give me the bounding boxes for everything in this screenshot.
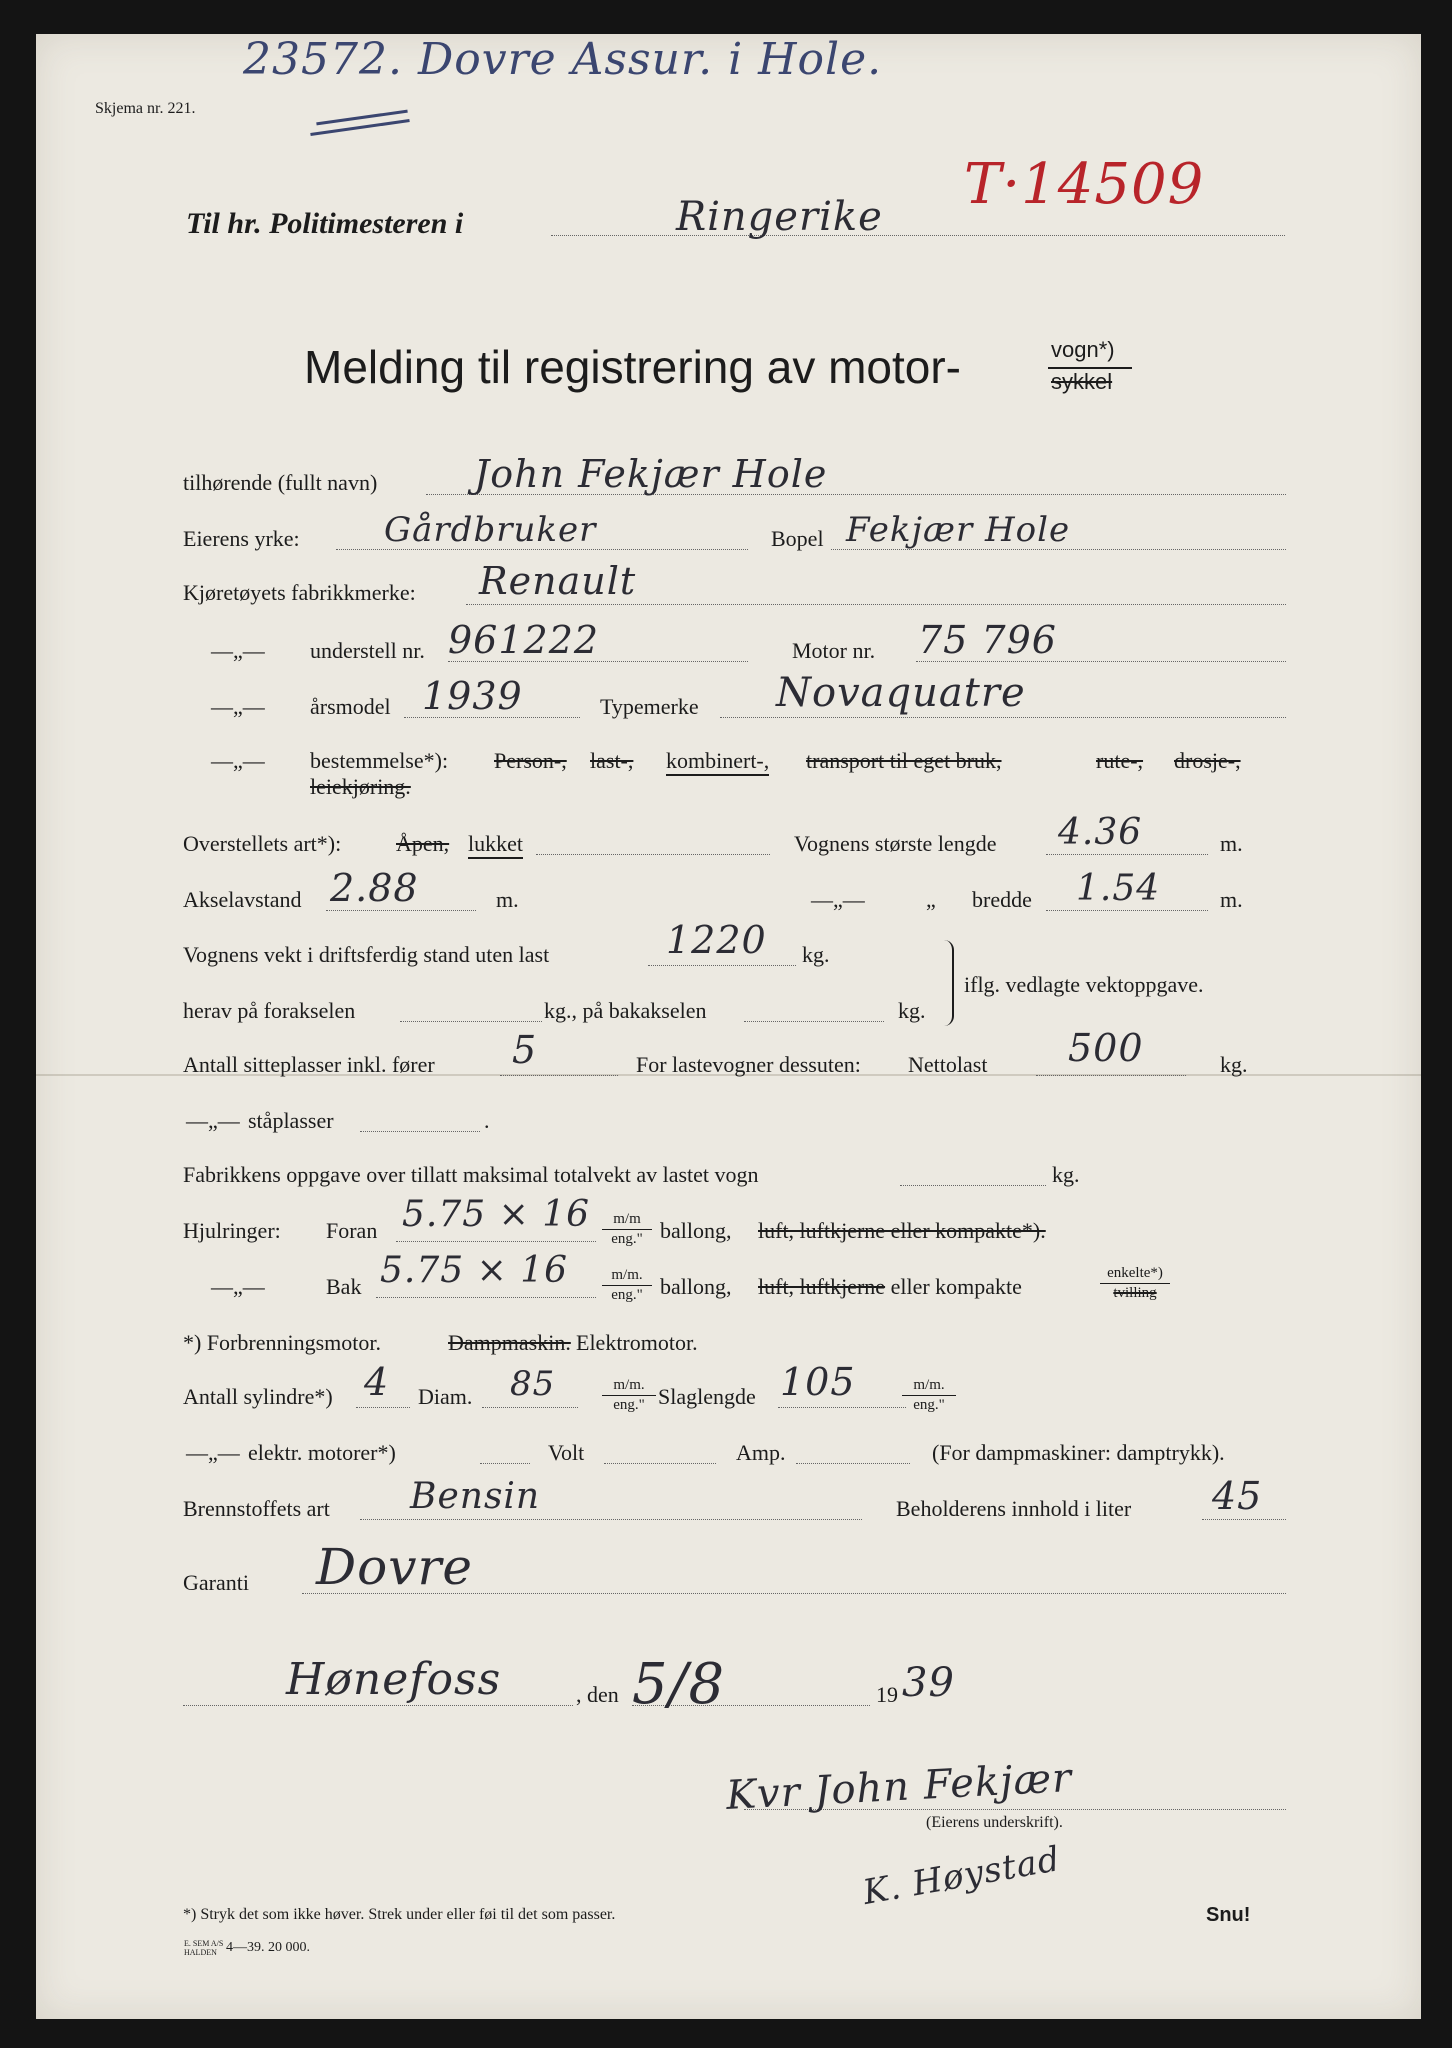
seats-label: Antall sitteplasser inkl. fører [183,1052,435,1077]
year-prefix: 19 [876,1682,898,1707]
wheelbase-label: Akselavstand [183,887,302,912]
cylinders-value: 4 [364,1360,390,1404]
motor-type-label: *) Forbrenningsmotor. [183,1330,381,1355]
width-line [1046,910,1208,911]
front-axle-line [400,1021,542,1022]
schema-number: Skjema nr. 221. [95,100,196,117]
title-option-sykkel: sykkel [1051,369,1113,394]
fuel-line [360,1519,862,1520]
rear-axle-label: kg., på bakakselen [544,998,707,1023]
weight-brace [942,940,954,1026]
ditto-purpose: —„— [211,748,265,773]
rear-tyre-balloon: ballong, [660,1274,732,1299]
district-line [551,235,1285,236]
fuel-label: Brennstoffets art [183,1496,330,1521]
weight-label: Vognens vekt i driftsferdig stand uten last [183,942,550,967]
rear-rims-units [602,1266,652,1305]
date-label: , den [576,1682,619,1707]
eng-label: eng." [913,1397,945,1413]
weight-note: iflg. vedlagte vektoppgave. [964,972,1204,997]
tank-label: Beholderens innhold i liter [896,1496,1132,1521]
tank-line [1202,1519,1286,1520]
eng-label: eng." [611,1231,643,1247]
date-value: 5/8 [632,1652,726,1717]
signature-value: Kvr John Fekjær [725,1754,1074,1820]
maxweight-line [900,1185,1046,1186]
residence-value: Fekjær Hole [846,510,1071,550]
seats-line [500,1075,618,1076]
purpose-last: last-, [590,748,634,773]
length-unit: m. [1220,831,1243,856]
signature-label: (Eierens underskrift). [926,1814,1063,1831]
steam-pressure-label: (For dampmaskiner: damptrykk). [932,1440,1225,1465]
rims-label: Hjulringer: [183,1218,281,1243]
enkelte-label: enkelte*) [1100,1264,1170,1284]
model-year-value: 1939 [422,674,523,718]
print-run: 4—39. 20 000. [226,1940,310,1955]
seats-value: 5 [512,1028,538,1072]
body-line [536,854,770,855]
standing-label: ståplasser [248,1108,334,1133]
front-axle-label: herav på forakselen [183,998,356,1023]
purpose-kombinert: kombinert-, [666,748,769,776]
mm-label: m/m. [902,1376,956,1396]
cylinders-label: Antall sylindre*) [183,1384,333,1409]
front-tyre-types: luft, luftkjerne eller kompakte*). [758,1218,1046,1243]
make-value: Renault [479,559,637,603]
fuel-value: Bensin [410,1476,541,1517]
model-year-label: årsmodel [310,694,391,719]
body-label: Overstellets art*): [183,831,342,856]
ditto-chassis: —„— [211,638,265,663]
occupation-value: Gårdbruker [384,510,597,550]
stroke-line [778,1407,906,1408]
body-lukket: lukket [468,831,523,859]
purpose-label: bestemmelse*): [310,748,449,773]
purpose-transport: transport til eget bruk, [806,748,1002,773]
motor-type-steam: Dampmaskin. [448,1330,571,1355]
electric-motors-label: elektr. motorer*) [248,1440,396,1465]
standing-end: . [484,1108,490,1133]
tank-value: 45 [1212,1474,1263,1518]
eng-label: eng." [611,1287,643,1303]
length-value: 4.36 [1058,812,1143,853]
diam-units [602,1376,656,1415]
mm-label: m/m. [602,1266,652,1286]
diam-value: 85 [510,1364,556,1404]
diam-line [482,1407,578,1408]
printer-name: E. SEM A/S HALDEN [184,1939,224,1957]
purpose-drosje: drosje-, [1174,748,1241,773]
turn-page-note: Snu! [1206,1904,1251,1926]
make-label: Kjøretøyets fabrikkmerke: [183,580,416,605]
tvilling-label: tvilling [1113,1285,1157,1301]
owner-label: tilhørende (fullt navn) [183,470,378,495]
rear-axle-unit: kg. [898,998,926,1023]
motor-value: 75 796 [918,618,1057,662]
ditto-width-2: „ [926,887,936,912]
form-sheet [36,34,1421,2019]
wheelbase-value: 2.88 [330,866,419,910]
place-value: Hønefoss [286,1654,502,1705]
eng-label: eng." [613,1397,645,1413]
rear-axle-line [744,1021,884,1022]
front-rims-value: 5.75 × 16 [402,1194,591,1235]
form-title: Melding til registrering av motor- [304,341,962,393]
chassis-value: 961222 [448,618,600,662]
front-rims-label: Foran [326,1218,378,1243]
amp-line [796,1463,910,1464]
make-line [466,604,1286,605]
rear-tyre-config [1100,1264,1170,1303]
district-value: Ringerike [676,194,883,240]
to-police-label: Til hr. Politimesteren i [186,207,464,240]
width-label: bredde [972,887,1032,912]
rear-rims-label: Bak [326,1274,362,1299]
type-value: Novaquatre [776,670,1026,716]
year-suffix: 39 [902,1660,955,1706]
ditto-electric: —„— [186,1440,240,1465]
motor-label: Motor nr. [792,638,876,663]
guarantee-label: Garanti [183,1570,249,1595]
footnote: *) Stryk det som ikke høver. Strek under eller føi til det som passer. [183,1906,616,1923]
stroke-units [902,1376,956,1415]
trucks-label: For lastevogner dessuten: [636,1052,861,1077]
width-value: 1.54 [1076,868,1161,909]
rear-rims-line [376,1297,596,1298]
chassis-label: understell nr. [310,638,425,663]
owner-value: John Fekjær Hole [474,452,828,496]
netload-label: Nettolast [908,1052,988,1077]
front-rims-units [602,1210,652,1249]
purpose-person: Person-, [494,748,567,773]
registration-number: T·14509 [964,152,1205,217]
electric-motors-line [480,1463,530,1464]
netload-value: 500 [1068,1026,1144,1070]
purpose-rute: rute-, [1096,748,1144,773]
occupation-label: Eierens yrke: [183,526,300,551]
mm-label: m/m. [602,1376,656,1396]
guarantee-value: Dovre [316,1538,473,1596]
length-line [1046,854,1208,855]
rear-rims-value: 5.75 × 16 [380,1250,569,1291]
weight-value: 1220 [666,918,767,962]
title-option-vogn: vogn*) [1051,337,1115,362]
ditto-standing: —„— [186,1108,240,1133]
residence-label: Bopel [771,526,824,551]
front-tyre-balloon: ballong, [660,1218,732,1243]
signature-second: K. Høystad [860,1838,1064,1914]
motor-type-electric: Elektromotor. [576,1330,698,1355]
amp-label: Amp. [736,1440,786,1465]
archive-note: 23572. Dovre Assur. i Hole. [243,34,883,85]
type-label: Typemerke [600,694,699,719]
rear-tyre-types: luft, luftkjerne eller kompakte [758,1274,1022,1299]
length-label: Vognens største lengde [794,831,997,856]
diam-label: Diam. [418,1384,473,1409]
body-apen: Åpen, [396,831,450,856]
stroke-value: 105 [780,1360,856,1404]
rear-tyre-types-struck: luft, luftkjerne [758,1274,886,1299]
wheelbase-unit: m. [496,887,519,912]
purpose-leie: leiekjøring. [310,774,411,799]
maxweight-label: Fabrikkens oppgave over tillatt maksimal totalvekt av lastet vogn [183,1162,759,1187]
width-unit: m. [1220,887,1243,912]
weight-line [648,965,796,966]
maxweight-unit: kg. [1052,1162,1080,1187]
ditto-model-year: —„— [211,694,265,719]
volt-label: Volt [548,1440,585,1465]
volt-line [604,1463,716,1464]
cylinders-line [356,1407,410,1408]
stroke-label: Slaglengde [658,1384,756,1409]
netload-unit: kg. [1220,1052,1248,1077]
standing-line [360,1131,480,1132]
front-rims-line [396,1241,596,1242]
place-line [183,1705,573,1706]
mm-label: m/m [602,1210,652,1230]
ditto-width: —„— [811,887,865,912]
type-line [720,717,1286,718]
ditto-rear-rims: —„— [211,1274,265,1299]
wheelbase-line [326,910,476,911]
weight-unit: kg. [802,942,830,967]
netload-line [1036,1075,1186,1076]
